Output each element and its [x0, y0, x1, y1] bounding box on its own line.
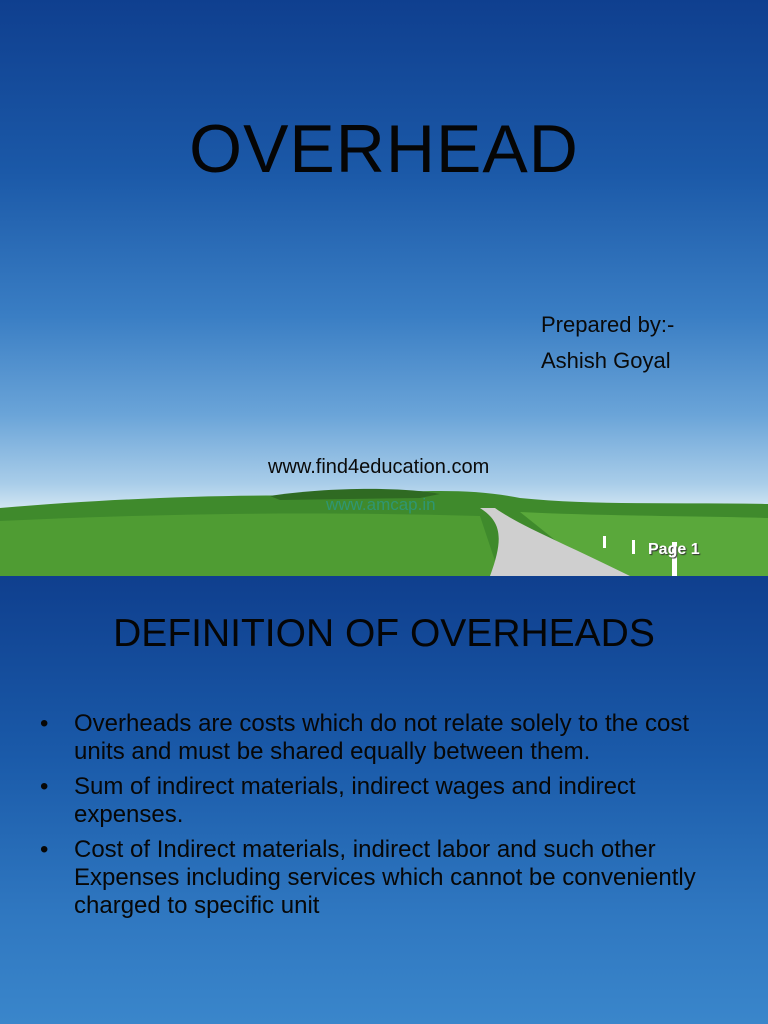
bullet-icon: •: [40, 773, 49, 800]
bullet-icon: •: [40, 710, 49, 737]
website-link[interactable]: www.find4education.com: [268, 456, 490, 478]
page-number: Page 1: [648, 541, 700, 558]
slide-title: OVERHEAD: [189, 111, 579, 187]
bullet-text: Cost of Indirect materials, indirect labor and such other Expenses including services which cannot be conveniently charged to specific unit: [74, 836, 696, 919]
list-item: [38, 710, 728, 766]
bullet-icon: •: [40, 836, 49, 863]
definition-slide: [0, 576, 768, 1024]
bullet-text: Sum of indirect materials, indirect wages and indirect expenses.: [74, 773, 636, 828]
watermark-link: www.amcap.in: [326, 495, 436, 514]
slide-heading: DEFINITION OF OVERHEADS: [113, 612, 655, 655]
bullet-text: Overheads are costs which do not relate solely to the cost units and must be shared equally between them.: [74, 710, 689, 765]
list-item: [38, 836, 728, 920]
author-name: Ashish Goyal: [541, 348, 671, 373]
landscape-image: [0, 476, 768, 576]
bullet-list: [38, 710, 728, 927]
list-item: [38, 773, 728, 829]
prepared-by-block: [541, 307, 674, 379]
prepared-by-label: Prepared by:-: [541, 312, 675, 337]
